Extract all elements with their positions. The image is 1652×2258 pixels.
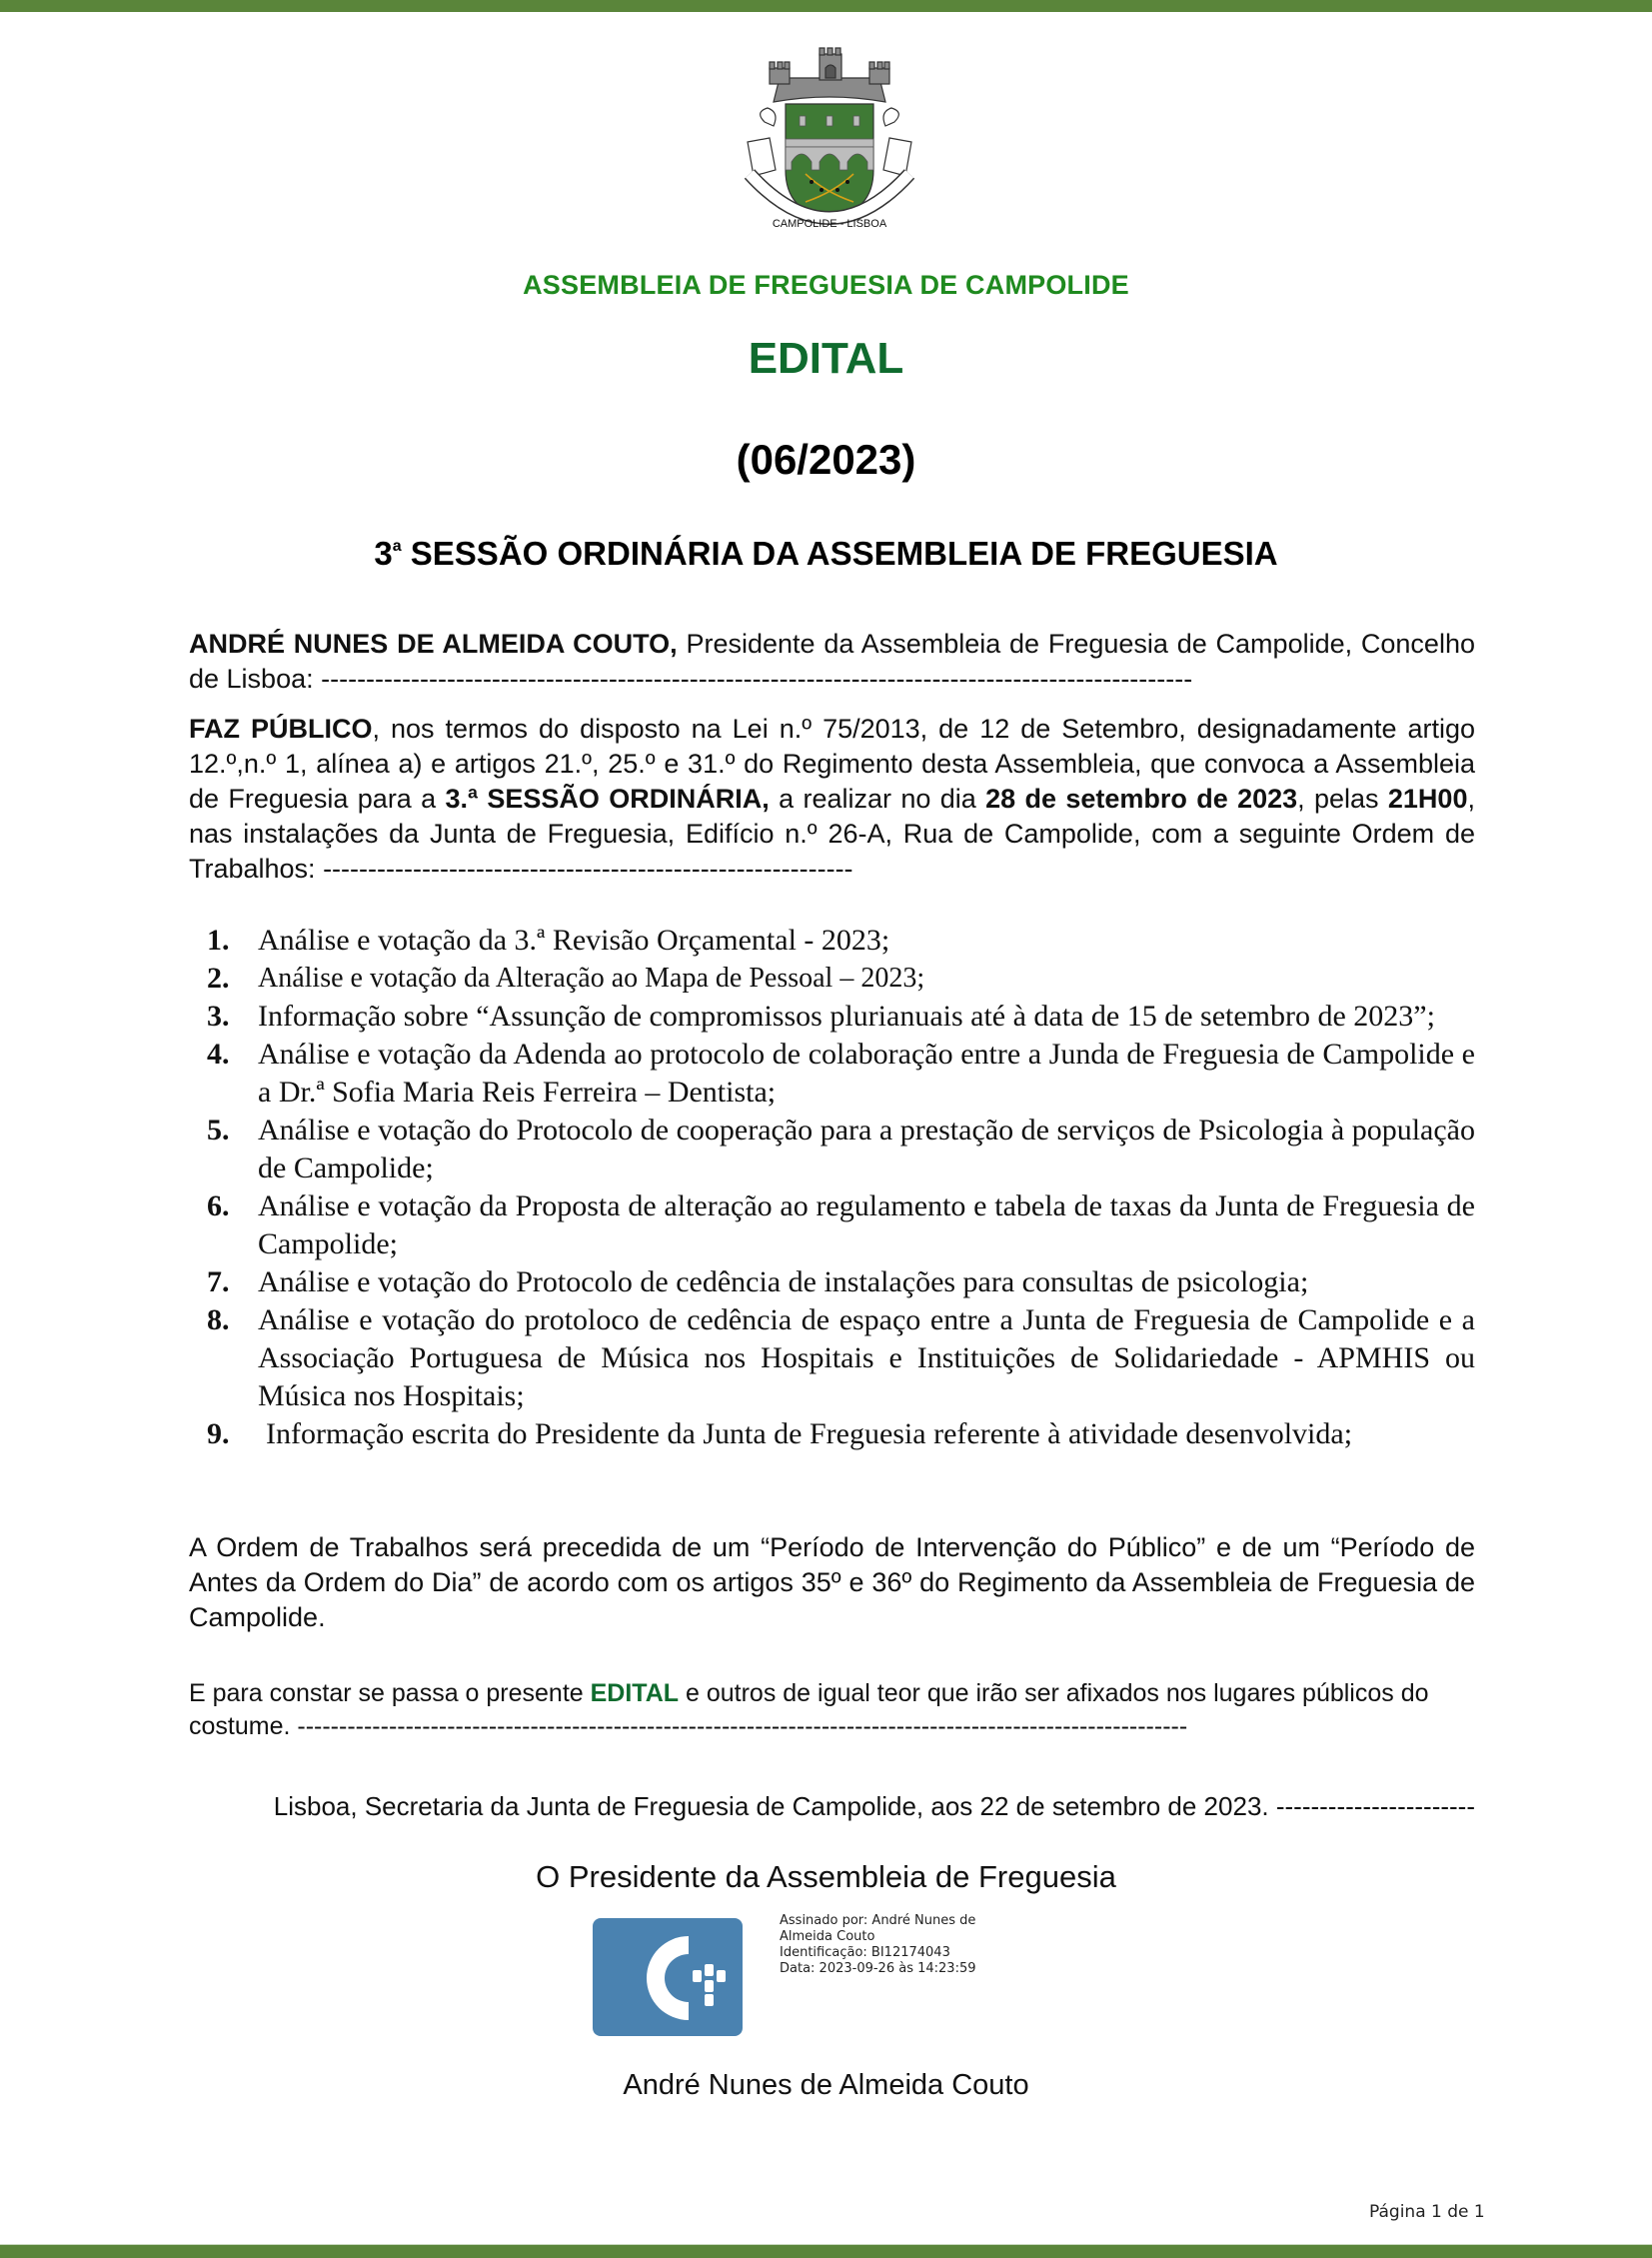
- document-number: (06/2023): [736, 436, 916, 483]
- agenda-item: 9. Informação escrita do Presidente da Junta de Freguesia referente à atividade desenvolvida;: [207, 1417, 1353, 1450]
- signature-date: Data: 2023-09-26 às 14:23:59: [780, 1961, 976, 1976]
- document-type-title: EDITAL: [748, 334, 904, 383]
- signatory-role: O Presidente da Assembleia de Freguesia: [536, 1859, 1116, 1894]
- page-number: Página 1 de 1: [1369, 2202, 1485, 2222]
- intro-paragraph: ANDRÉ NUNES DE ALMEIDA COUTO, Presidente da Assembleia de Freguesia de Campolide, Concelho de Lisboa: -------------------------------------------------------------------------------------------------: [189, 629, 1475, 694]
- top-brand-bar: [0, 0, 1652, 12]
- agenda-item: 4. Análise e votação da Adenda ao protocolo de colaboração entre a Junda de Freguesia de Campolide e a Dr.ª Sofia Maria Reis Ferreira – Dentista;: [207, 1038, 1475, 1109]
- president-name: ANDRÉ NUNES DE ALMEIDA COUTO,: [189, 629, 678, 659]
- svg-text:CAMPOLIDE - LISBOA: CAMPOLIDE - LISBOA: [772, 218, 887, 230]
- agenda-item: 1. Análise e votação da 3.ª Revisão Orçamental - 2023;: [207, 924, 890, 957]
- digital-signature-icon: [593, 1918, 743, 2036]
- signed-by: Assinado por: André Nunes de: [780, 1913, 976, 1928]
- signed-by-cont: Almeida Couto: [780, 1929, 875, 1944]
- precedence-note: A Ordem de Trabalhos será precedida de um “Período de Intervenção do Público” e de um “Período de Antes da Ordem do Dia” de acordo com os artigos 35º e 36º do Regimento da Assembleia de Freguesia de Campolide.: [189, 1532, 1475, 1632]
- session-date: 28 de setembro de 2023: [985, 784, 1298, 814]
- edital-highlight: EDITAL: [590, 1679, 680, 1707]
- bottom-brand-bar: [0, 2244, 1652, 2258]
- session-title: 3$^a$ SESSÃO ORDINÁRIA DA ASSEMBLEIA DE FREGUESIA: [374, 535, 1278, 572]
- agenda-item: 6. Análise e votação da Proposta de alteração ao regulamento e tabela de taxas da Junta de Freguesia de Campolide;: [207, 1189, 1475, 1260]
- agenda-item: 3. Informação sobre “Assunção de compromissos plurianuais até à data de 15 de setembro de 2023”;: [207, 1000, 1435, 1033]
- signature-details: [780, 1913, 976, 1977]
- signer-identification: Identificação: BI12174043: [780, 1945, 950, 1960]
- agenda-item: 8. Análise e votação do protoloco de cedência de espaço entre a Junta de Freguesia de Campolide e a Associação Portuguesa de Música nos Hospitais e Instituições de Solidariedade - APMHIS ou Música nos Hospitais;: [207, 1303, 1475, 1412]
- session-time: 21H00: [1387, 784, 1468, 814]
- agenda-item: 2. Análise e votação da Alteração ao Mapa de Pessoal – 2023;: [207, 962, 925, 995]
- posting-paragraph: E para constar se passa o presente EDITAL e outros de igual teor que irão ser afixados nos lugares públicos do costume. -----------------------------------------------------------------------------------------------------------: [189, 1679, 1429, 1740]
- signer-name: André Nunes de Almeida Couto: [623, 2069, 1029, 2101]
- parish-crest-icon: [730, 42, 929, 237]
- agenda-item: 7. Análise e votação do Protocolo de cedência de instalações para consultas de psicologia;: [207, 1265, 1309, 1298]
- agenda-list: [189, 922, 1475, 1453]
- closing-line: Lisboa, Secretaria da Junta de Freguesia de Campolide, aos 22 de setembro de 2023. -----------------------: [273, 1791, 1475, 1821]
- notice-paragraph: FAZ PÚBLICO, nos termos do disposto na Lei n.º 75/2013, de 12 de Setembro, designadamente artigo 12.º,n.º 1, alínea a) e artigos 21.º, 25.º e 31.º do Regimento desta Assembleia, que convoca a Assembleia de Freguesia para a 3.ª SESSÃO ORDINÁRIA, a realizar no dia 28 de setembro de 2023, pelas 21H00, nas instalações da Junta de Freguesia, Edifício n.º 26-A, Rua de Campolide, com a seguinte Ordem de Trabalhos: -----------------------------------------------------------: [189, 714, 1475, 884]
- agenda-item: 5. Análise e votação do Protocolo de cooperação para a prestação de serviços de Psicologia à população de Campolide;: [207, 1114, 1475, 1184]
- organization-title: ASSEMBLEIA DE FREGUESIA DE CAMPOLIDE: [523, 270, 1129, 300]
